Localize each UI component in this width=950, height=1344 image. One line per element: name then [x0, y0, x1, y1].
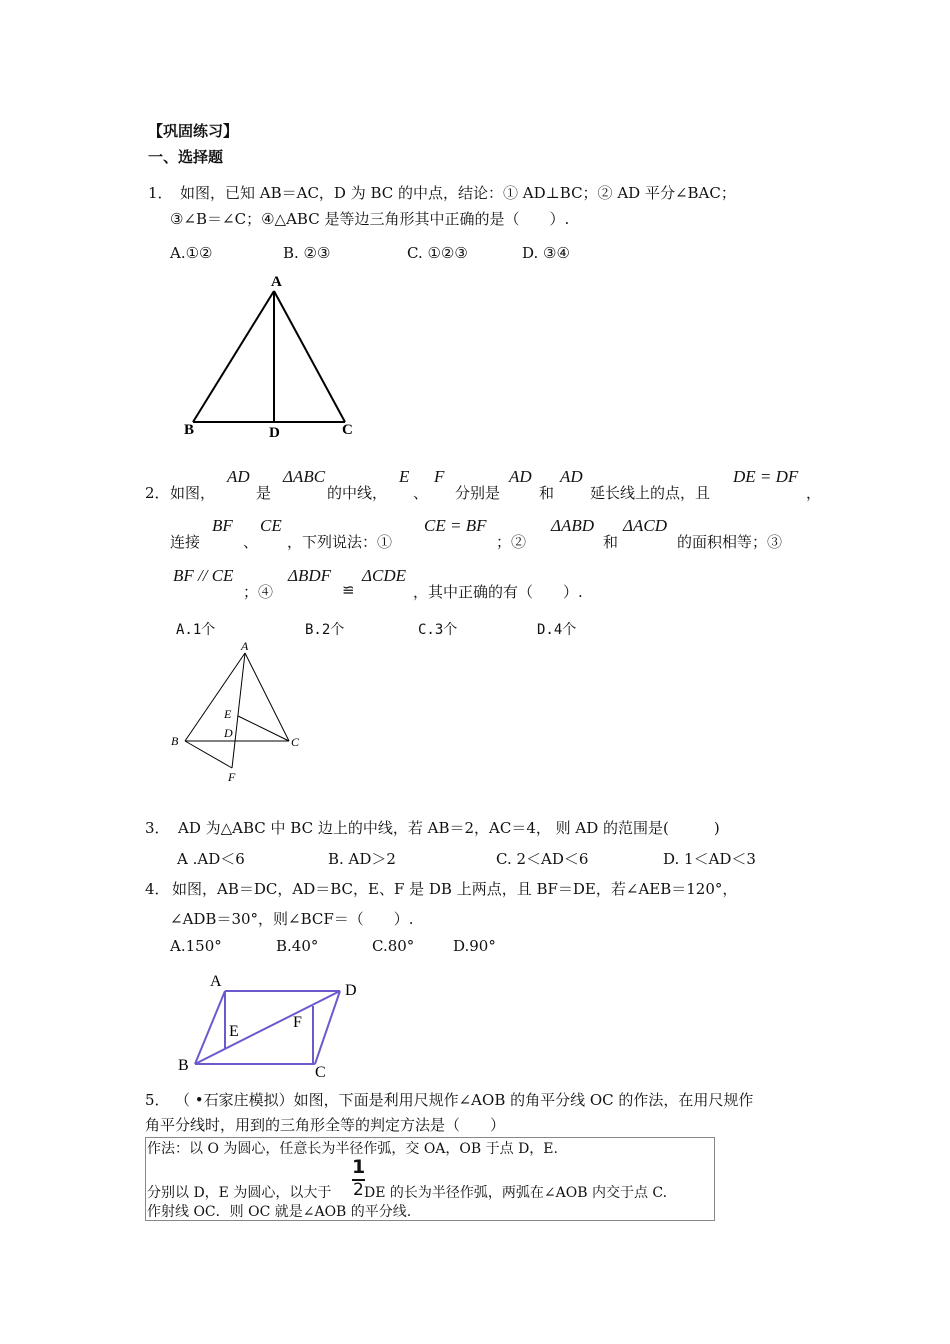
q5-fraction-denominator: 2 [353, 1180, 364, 1200]
q4-side-ba [195, 991, 225, 1064]
q2-math-de-df: DE = DF [733, 467, 799, 486]
part-title: 一、选择题 [148, 148, 224, 166]
q4-option-d: D.90° [453, 937, 496, 955]
q1-number: 1． [148, 184, 173, 202]
q2-text-he2: 和 [603, 533, 619, 551]
q4-option-b: B.40° [276, 937, 319, 955]
q2-math-abd: ΔABD [551, 516, 595, 535]
q2-text-cong: ≌ [342, 581, 355, 599]
q2-math-ce: CE [260, 516, 282, 535]
q2-math-bdf: ΔBDF [288, 566, 332, 585]
q5-box-line1: 作法：以 O 为圆心，任意长为半径作弧，交 OA，OB 于点 D，E. [147, 1141, 558, 1157]
q1-label-c: C [342, 422, 353, 438]
q5-line1: （ •石家庄模拟）如图，下面是利用尺规作∠AOB 的角平分线 OC 的作法，在用尺规作 [175, 1091, 754, 1109]
q2-text-shuofa: ，下列说法：① [287, 533, 393, 551]
q5-box-line3: 作射线 OC．则 OC 就是∠AOB 的平分线. [147, 1204, 412, 1220]
q2-text-fenbie: 分别是 [455, 484, 501, 502]
q2-segment-bf [185, 741, 232, 768]
q2-math-acd: ΔACD [623, 516, 667, 535]
q2-side-ab [185, 653, 245, 741]
q2-label-b: B [171, 734, 179, 748]
q2-math-ce-bf: CE = BF [424, 516, 487, 535]
q2-text-yanchang: 延长线上的点，且 [590, 484, 711, 502]
q1-side-ab [193, 291, 274, 422]
q2-math-ad2: AD [509, 467, 532, 486]
q1-option-b: B. ②③ [283, 244, 331, 262]
q2-text-lianjie: 连接 [170, 533, 201, 551]
q2-label-a: A [241, 639, 249, 653]
q2-line-af [232, 653, 245, 768]
q2-math-parallel: BF // CE [173, 566, 234, 585]
q2-text-mianji: 的面积相等；③ [677, 533, 783, 551]
q4-number: 4． [145, 880, 170, 898]
q2-text-semi4: ；④ [243, 583, 274, 601]
q2-math-f: F [434, 467, 445, 486]
q1-side-ac [274, 291, 345, 422]
q2-label-d: D [224, 726, 233, 740]
q1-line1: 如图，已知 AB＝AC，D 为 BC 的中点，结论：① AD⊥BC；② AD 平分∠BAC； [180, 184, 736, 202]
q2-option-b: B.2个 [305, 622, 345, 638]
q3-text: AD 为△ABC 中 BC 边上的中线，若 AB＝2，AC＝4， 则 AD 的范围是( ) [178, 819, 720, 837]
q4-label-a: A [210, 973, 222, 990]
section-title: 【巩固练习】 [148, 122, 239, 140]
q1-label-b: B [184, 422, 195, 438]
q3-option-b: B. AD＞2 [328, 850, 396, 868]
q2-text-comma1: ， [806, 484, 822, 502]
q2-option-d: D.4个 [537, 622, 577, 638]
q4-label-b: B [178, 1057, 189, 1074]
q2-math-abc: ΔABC [283, 467, 326, 486]
q3-option-a: A .AD＜6 [177, 850, 245, 868]
q4-line2: ∠ADB＝30°，则∠BCF＝（ ）. [170, 910, 414, 928]
q2-math-cde: ΔCDE [362, 566, 406, 585]
q2-option-c: C.3个 [418, 622, 458, 638]
q1-option-a: A.①② [170, 244, 213, 262]
q2-text-intro: 如图， [170, 484, 216, 502]
q2-label-f: F [228, 770, 236, 784]
q2-option-a: A.1个 [176, 622, 216, 638]
q4-label-e: E [229, 1023, 239, 1040]
q2-text-shi: 是 [256, 484, 272, 502]
q2-text-semi2: ；② [496, 533, 527, 551]
q5-line2: 角平分线时，用到的三角形全等的判定方法是（ ） [145, 1116, 506, 1134]
q1-label-d: D [269, 425, 280, 441]
q2-side-ac [245, 653, 289, 741]
q1-line2: ③∠B＝∠C；④△ABC 是等边三角形其中正确的是（ ）. [170, 210, 570, 228]
q2-text-end: ，其中正确的有（ ）. [413, 583, 583, 601]
q3-option-c: C. 2＜AD＜6 [496, 850, 589, 868]
q4-label-c: C [315, 1064, 326, 1080]
q2-label-c: C [291, 735, 300, 749]
q2-text-dun1: 、 [413, 484, 429, 502]
q2-label-e: E [224, 707, 232, 721]
q3-option-d: D. 1＜AD＜3 [663, 850, 756, 868]
q4-label-d: D [345, 982, 357, 999]
q1-option-c: C. ①②③ [407, 244, 468, 262]
q2-math-ad: AD [227, 467, 250, 486]
q2-segment-ce [238, 716, 289, 741]
q2-figure [165, 638, 315, 788]
q2-text-he1: 和 [539, 484, 555, 502]
q2-text-zhongxian: 的中线， [327, 484, 388, 502]
q4-figure [170, 962, 380, 1080]
q4-option-a: A.150° [170, 937, 222, 955]
q5-box-line2-post: DE 的长为半径作弧，两弧在∠AOB 内交于点 C. [364, 1185, 668, 1201]
q4-line1: 如图，AB＝DC，AD＝BC，E、F 是 DB 上两点，且 BF＝DE，若∠AEB＝120°， [172, 880, 738, 898]
q2-math-ad3: AD [560, 467, 583, 486]
q5-fraction-numerator: 1 [352, 1156, 366, 1178]
q4-label-f: F [293, 1014, 302, 1031]
q1-option-d: D. ③④ [522, 244, 570, 262]
q2-math-e: E [399, 467, 410, 486]
q2-number: 2． [145, 484, 170, 502]
q2-text-dun2: 、 [243, 533, 259, 551]
q5-number: 5． [145, 1091, 170, 1109]
q3-number: 3． [145, 819, 170, 837]
q2-math-bf: BF [212, 516, 233, 535]
q4-option-c: C.80° [372, 937, 415, 955]
q1-figure [170, 265, 370, 445]
q5-box-line2-pre: 分别以 D，E 为圆心，以大于 [147, 1185, 332, 1201]
q1-label-a: A [271, 274, 282, 290]
